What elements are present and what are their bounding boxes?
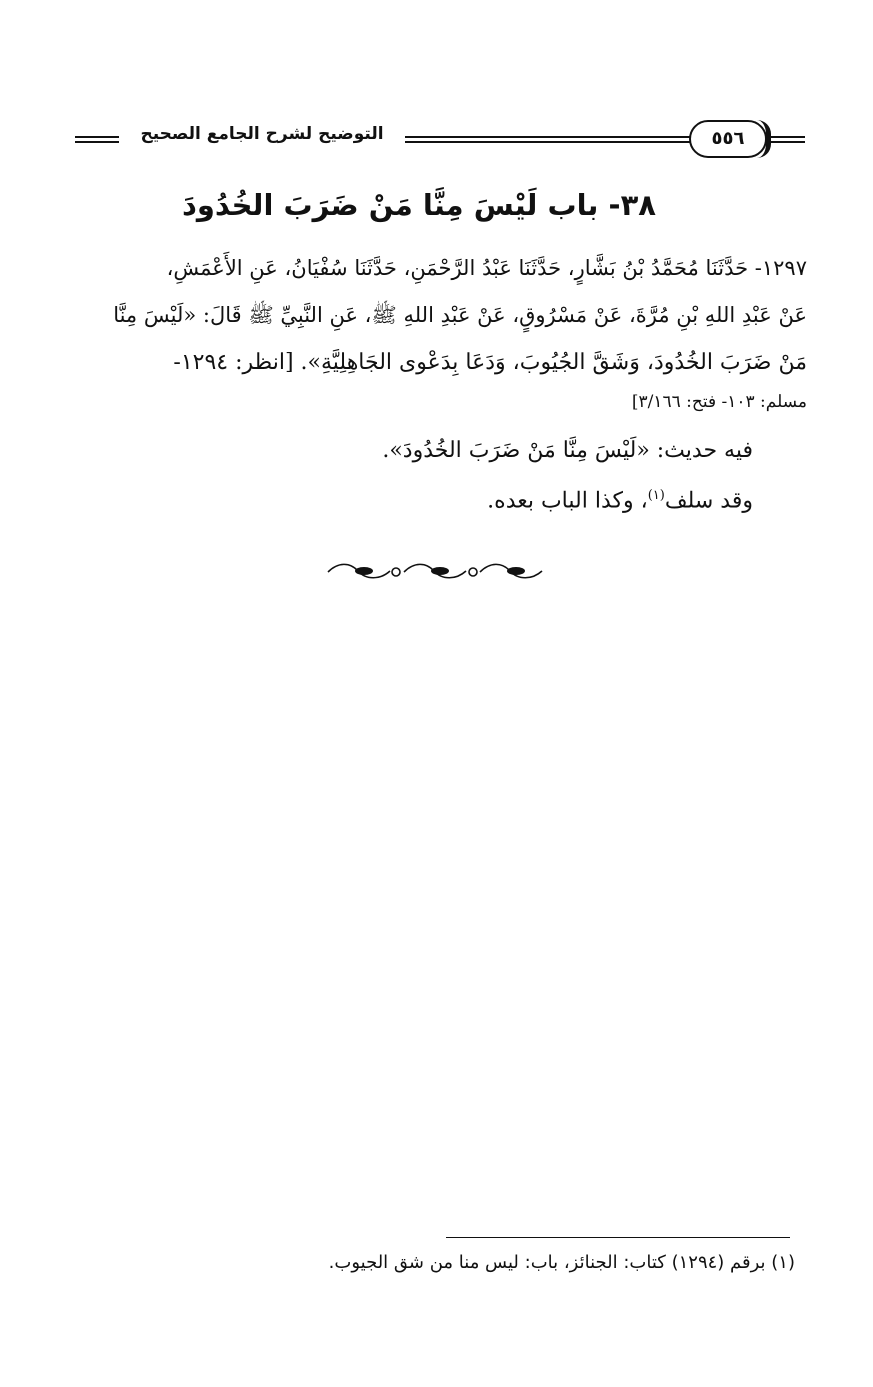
running-header xyxy=(75,118,805,162)
footnote-reference[interactable]: (١) xyxy=(647,488,665,503)
header-rule-middle xyxy=(405,136,695,143)
footnote: (١) برقم (١٢٩٤) كتاب: الجنائز، باب: ليس منا من شق الجيوب. xyxy=(328,1252,795,1273)
header-rule-right xyxy=(765,136,805,143)
hadith-line-4: مسلم: ١٠٣- فتح: ٣/١٦٦] xyxy=(631,392,807,412)
commentary-line-1: فيه حديث: «لَيْسَ مِنَّا مَنْ ضَرَبَ الخُدُودَ». xyxy=(382,438,753,463)
section-ornament xyxy=(324,560,550,582)
page-number-badge: ٥٥٦ xyxy=(689,120,767,158)
commentary-text-end: ، وكذا الباب بعده. xyxy=(487,488,648,514)
hadith-line-2: عَنْ عَبْدِ اللهِ بْنِ مُرَّةَ، عَنْ مَسْرُوقٍ، عَنْ عَبْدِ اللهِ ﷺ، عَنِ النَّبِيِّ ﷺ قَالَ: «لَيْسَ مِنَّا xyxy=(113,303,807,327)
header-rule-left xyxy=(75,136,119,143)
chapter-title: ٣٨- باب لَيْسَ مِنَّا مَنْ ضَرَبَ الخُدُودَ xyxy=(182,188,656,222)
hadith-line-1: ١٢٩٧- حَدَّثَنَا مُحَمَّدُ بْنُ بَشَّارٍ، حَدَّثَنَا عَبْدُ الرَّحْمَنِ، حَدَّثَنَا سُفْيَانُ، عَنِ الأَعْمَشِ، xyxy=(166,256,807,280)
commentary-text: وقد سلف xyxy=(664,488,753,514)
commentary-line-2 xyxy=(487,488,753,513)
running-title: التوضيح لشرح الجامع الصحيح xyxy=(140,124,384,144)
hadith-line-3: مَنْ ضَرَبَ الخُدُودَ، وَشَقَّ الجُيُوبَ، وَدَعَا بِدَعْوى الجَاهِلِيَّةِ». [انظر: ١٢٩٤- xyxy=(173,350,807,375)
footnote-separator xyxy=(446,1237,790,1238)
